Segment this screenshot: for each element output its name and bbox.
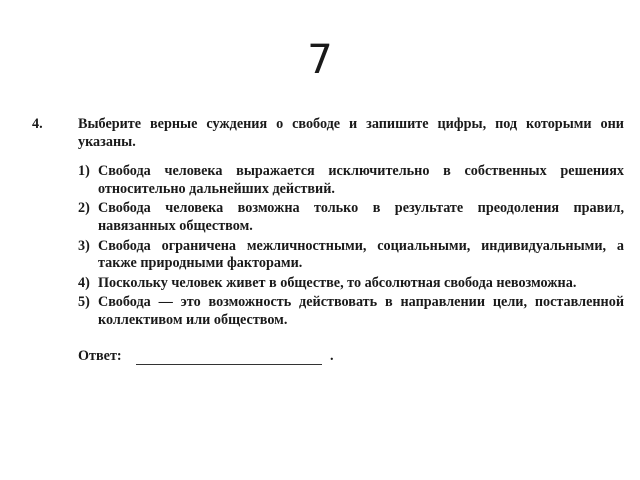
option-number: 3) [78, 237, 90, 254]
option-text: Свобода человека возможна только в результате преодоления правил, навязанных обществом. [98, 200, 624, 234]
answer-row [78, 348, 624, 366]
task-block [32, 116, 624, 365]
question-bold: цифры [437, 116, 483, 132]
option-item [78, 163, 624, 198]
option-number: 1) [78, 163, 90, 180]
option-text: Свобода ограничена межличностными, социальными, индивидуальными, а также природными факторами. [98, 237, 624, 272]
task-number: 4. [32, 116, 43, 132]
option-item [78, 294, 624, 329]
answer-label: Ответ: [78, 347, 122, 364]
option-item [78, 275, 624, 293]
question-prefix: Выберите верные суждения о свободе и запишите [78, 116, 438, 132]
option-number: 4) [78, 274, 90, 291]
options-list [78, 163, 624, 329]
answer-period: . [330, 347, 334, 364]
question-suffix: , под которыми они указаны. [78, 116, 624, 150]
slide-number: 7 [307, 37, 333, 83]
option-text: Свобода — это возможность действовать в направлении цели, поставленной коллективом или обществом. [98, 294, 624, 328]
option-item [78, 200, 624, 235]
task-question [78, 116, 624, 151]
option-text: Свобода человека выражается исключительно в собственных решениях относительно дальнейших действий. [98, 163, 624, 197]
option-item [78, 238, 624, 273]
option-number: 2) [78, 200, 90, 217]
option-text: Поскольку человек живет в обществе, то абсолютная свобода невозможна. [98, 274, 577, 291]
option-number: 5) [78, 294, 90, 311]
task-header [32, 116, 624, 151]
answer-field[interactable] [136, 350, 322, 365]
